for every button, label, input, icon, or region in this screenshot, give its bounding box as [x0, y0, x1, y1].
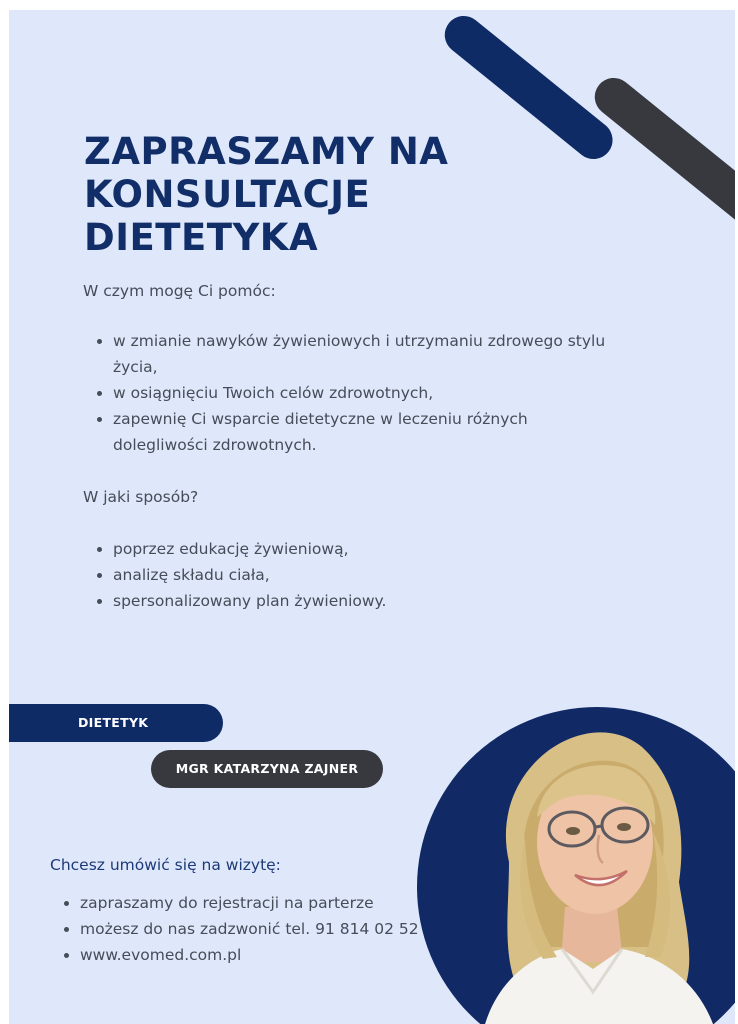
contact-list	[62, 890, 442, 968]
contact-list-item: zapraszamy do rejestracji na parterze	[62, 890, 442, 916]
decorative-navy-stripe	[437, 10, 620, 167]
title-line: DIETETYKA	[84, 216, 319, 259]
flyer-title	[84, 130, 448, 259]
portrait-photo	[417, 707, 735, 1024]
role-badge: DIETETYK	[9, 704, 223, 742]
title-line: KONSULTACJE	[84, 173, 371, 216]
help-list-item: w zmianie nawyków żywieniowych i utrzymaniu zdrowego stylu życia,	[95, 328, 625, 380]
decorative-charcoal-stripe	[587, 70, 735, 232]
method-list-item: poprzez edukację żywieniową,	[95, 536, 595, 562]
help-list-item: zapewnię Ci wsparcie dietetyczne w leczeniu różnych dolegliwości zdrowotnych.	[95, 406, 625, 458]
name-badge: MGR KATARZYNA ZAJNER	[151, 750, 383, 788]
method-list	[95, 536, 595, 614]
portrait-illustration	[417, 707, 735, 1024]
method-list-item: spersonalizowany plan żywieniowy.	[95, 588, 595, 614]
help-list-item: w osiągnięciu Twoich celów zdrowotnych,	[95, 380, 625, 406]
contact-intro: Chcesz umówić się na wizytę:	[50, 856, 281, 874]
help-intro: W czym mogę Ci pomóc:	[83, 282, 276, 300]
help-list	[95, 328, 625, 458]
contact-list-item: możesz do nas zadzwonić tel. 91 814 02 52	[62, 916, 442, 942]
contact-website: www.evomed.com.pl	[62, 942, 442, 968]
title-line: ZAPRASZAMY NA	[84, 130, 449, 173]
method-list-item: analizę składu ciała,	[95, 562, 595, 588]
method-intro: W jaki sposób?	[83, 488, 199, 506]
flyer-page	[9, 10, 735, 1024]
